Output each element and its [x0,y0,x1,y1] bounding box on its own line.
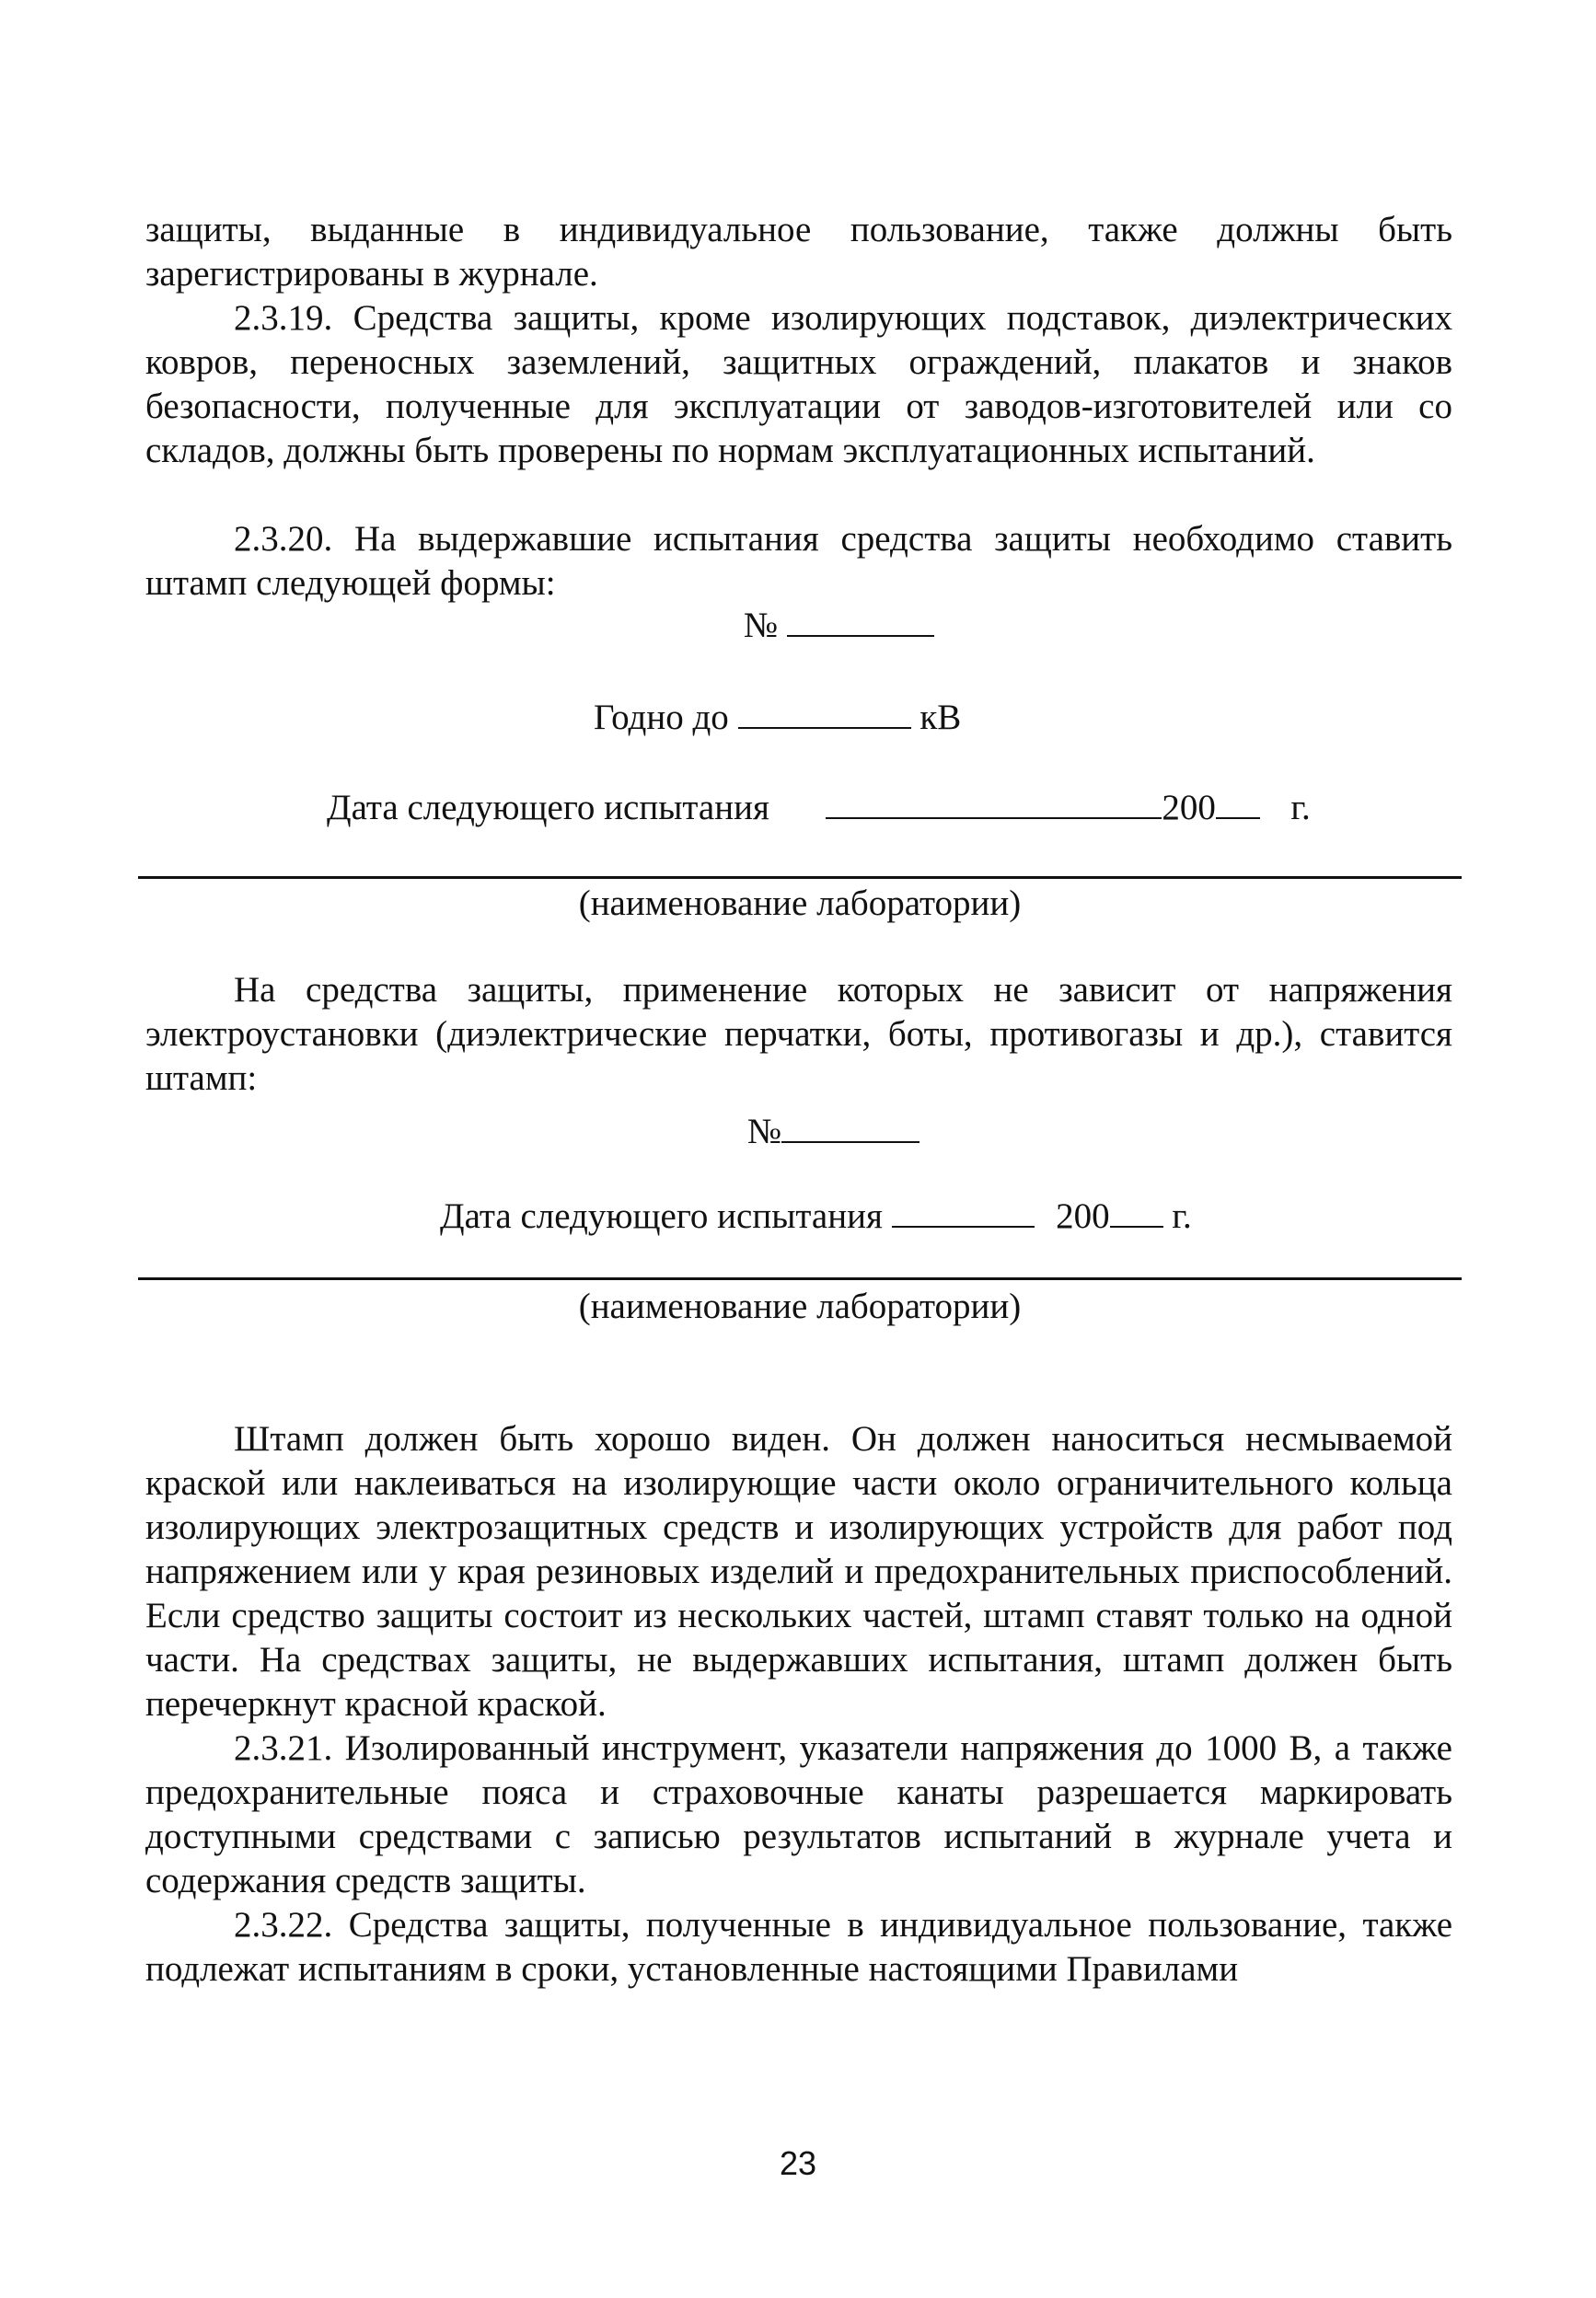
stamp1-valid-unit: кВ [919,698,962,737]
stamp1-number-line [744,604,934,648]
stamp2-number-blank [781,1114,919,1143]
stamp2-number-line [747,1110,919,1154]
stamp2-date-label: Дата следующего испытания [440,1196,883,1236]
stamp1-number-label: № [744,606,779,645]
stamp2-year-blank [1110,1198,1163,1228]
stamp2-date-line [440,1195,1192,1239]
stamp1-date-blank [826,790,1162,819]
stamp2-lab-rule [138,1277,1462,1280]
paragraph-stamp2-intro: На средства защиты, применение которых не зависит от напряжения электроустановки (диэлектрические перчатки, боты, противогазы и др.), ставится штамп: [145,970,1452,1098]
stamp1-year-prefix: 200 [1162,788,1216,827]
stamp1-year-suffix: г. [1290,788,1311,827]
stamp2-date-blank [892,1198,1035,1228]
stamp2-year-prefix: 200 [1056,1196,1110,1236]
stamp1-lab-caption: (наименование лаборатории) [578,883,1022,923]
paragraph-2-3-22: 2.3.22. Средства защиты, полученные в индивидуальное пользование, также подлежат испытаниям в сроки, установленные настоящими Правилами [145,1905,1452,1989]
stamp2-number-label: № [747,1112,782,1151]
page-number: 23 [779,2144,817,2182]
stamp1-number-blank [787,607,934,637]
paragraph-continuation: защиты, выданные в индивидуальное пользование, также должны быть зарегистрированы в журнале. [145,210,1452,294]
paragraph-2-3-21: 2.3.21. Изолированный инструмент, указатели напряжения до 1000 В, а также предохранительные пояса и страховочные канаты разрешается маркировать доступными средствами с записью результатов испытаний в журнале учета и содержания средств защиты. [145,1728,1452,1900]
stamp1-valid-blank [738,699,911,729]
paragraph-2-3-19: 2.3.19. Средства защиты, кроме изолирующих подставок, диэлектрических ковров, переносных заземлений, защитных ограждений, плакатов и знаков безопасности, полученные для эксплуатации от заводов-изготовителей или со складов, должны быть проверены по нормам эксплуатационных испытаний. [145,298,1452,470]
paragraph-2-3-20: 2.3.20. На выдержавшие испытания средства защиты необходимо ставить штамп следующей формы: [145,519,1452,603]
stamp1-date-label: Дата следующего испытания [327,788,769,827]
paragraph-stamp-requirements: Штамп должен быть хорошо виден. Он должен наноситься несмываемой краской или наклеиваться на изолирующие части около ограничительного кольца изолирующих электрозащитных средств и изолирующих устройств для работ под напряжением или у края резиновых изделий и предохранительных приспособлений. Если средство защиты состоит из нескольких частей, штамп ставят только на одной части. На средствах защиты, не выдержавших испытания, штамп должен быть перечеркнут красной краской. [145,1419,1452,1724]
stamp1-year-blank [1216,790,1260,819]
stamp1-lab-rule [138,876,1462,879]
stamp1-valid-label: Годно до [594,698,729,737]
stamp1-date-line [327,786,1311,830]
stamp2-lab-caption: (наименование лаборатории) [578,1287,1022,1326]
stamp2-year-suffix: г. [1172,1196,1192,1236]
stamp1-valid-line [594,696,961,740]
